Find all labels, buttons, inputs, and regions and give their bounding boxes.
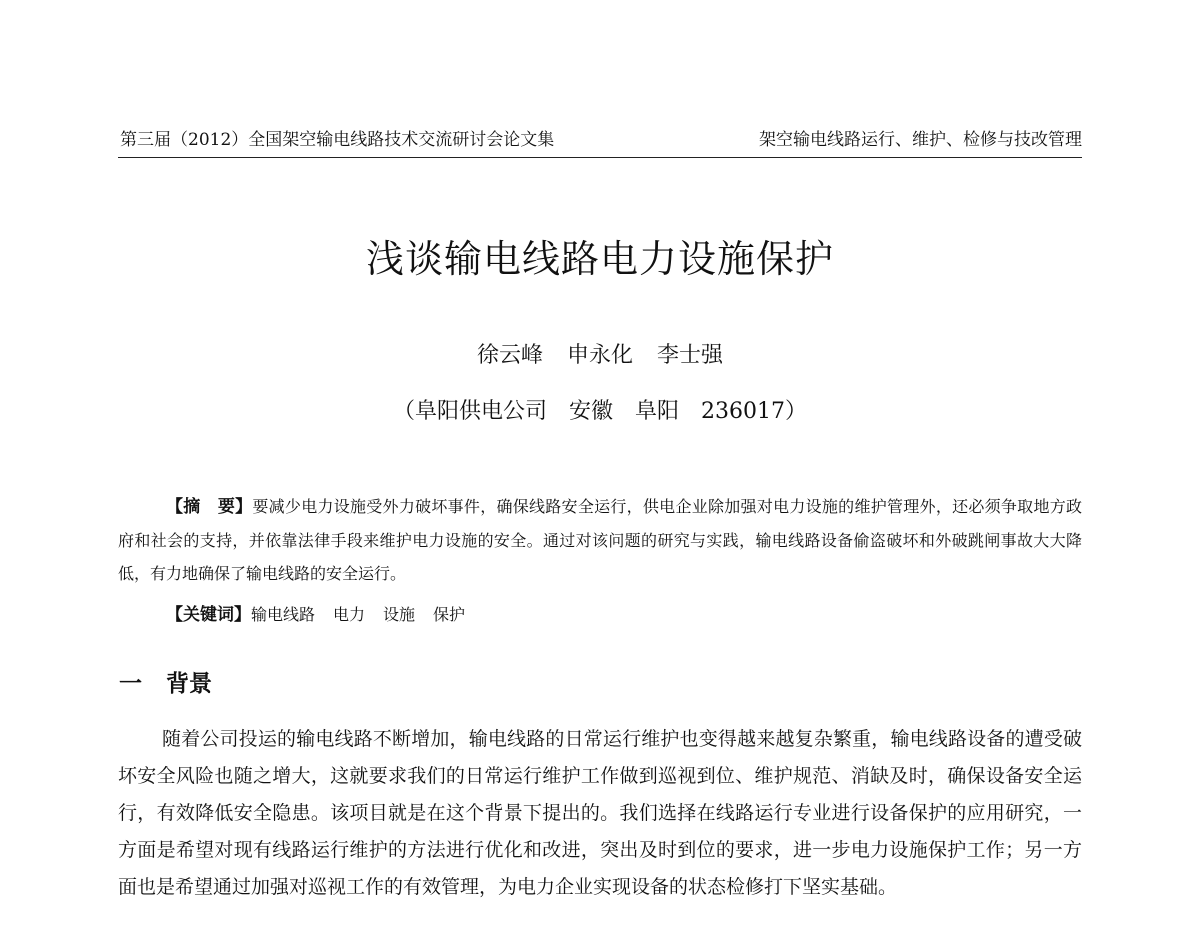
running-header (118, 129, 1082, 158)
section-number: 一 (119, 671, 142, 697)
section-heading (119, 669, 212, 699)
keywords (166, 600, 483, 630)
abstract-text: 要减少电力设施受外力破坏事件，确保线路安全运行，供电企业除加强对电力设施的维护管理外，还必须争取地方政府和社会的支持，并依靠法律手段来维护电力设施的安全。通过对该问题的研究与实践，输电线路设备偷盗破坏和外破跳闸事故大大降低，有力地确保了输电线路的安全运行。 (118, 497, 1082, 583)
author-name: 申永化 (566, 343, 633, 368)
section-title: 背景 (166, 671, 212, 697)
section-body (118, 721, 1082, 906)
keyword: 输电线路 (251, 605, 316, 624)
body-paragraph: 随着公司投运的输电线路不断增加，输电线路的日常运行维护也变得越来越复杂繁重，输电线路设备的遭受破坏安全风险也随之增大，这就要求我们的日常运行维护工作做到巡视到位、维护规范、消缺及时，确保设备安全运行，有效降低安全隐患。该项目就是在这个背景下提出的。我们选择在线路运行专业进行设备保护的应用研究，一方面是希望对现有线路运行维护的方法进行优化和改进，突出及时到位的要求，进一步电力设施保护工作；另一方面也是希望通过加强对巡视工作的有效管理，为电力企业实现设备的状态检修打下坚实基础。 (118, 728, 1082, 898)
affiliation: （阜阳供电公司 安徽 阜阳 236017） (393, 399, 807, 424)
keywords-label: 【关键词】 (166, 605, 251, 625)
author-name: 李士强 (657, 343, 724, 368)
keyword: 保护 (433, 605, 466, 624)
author-name: 徐云峰 (476, 343, 543, 368)
keyword: 设施 (383, 605, 416, 624)
header-section-title: 架空输电线路运行、维护、检修与技改管理 (759, 130, 1082, 150)
keyword: 电力 (333, 605, 366, 624)
abstract (118, 490, 1082, 590)
header-proceedings-title: 第三届（2012）全国架空输电线路技术交流研讨会论文集 (120, 130, 555, 150)
author-list (0, 341, 1200, 371)
abstract-label: 【摘 要】 (166, 497, 253, 517)
paper-title: 浅谈输电线路电力设施保护 (365, 237, 834, 281)
